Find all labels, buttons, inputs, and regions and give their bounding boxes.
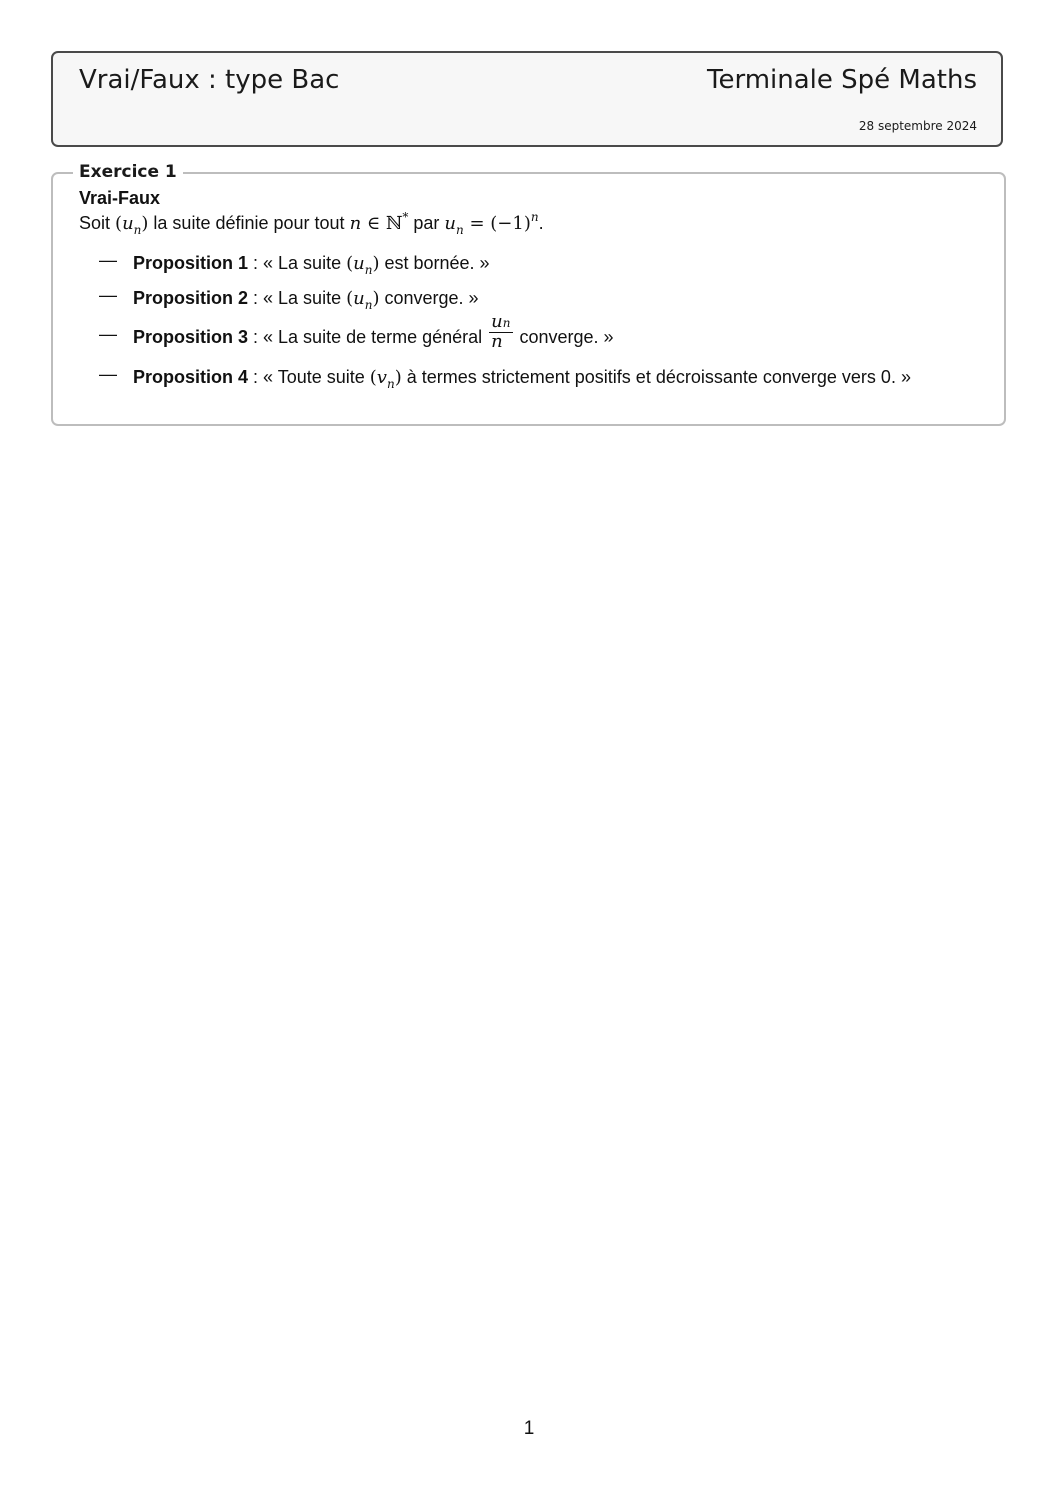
intro-period: . [538,213,544,233]
intro-text-1: la suite définie pour tout [148,213,350,233]
intro-set-star: * [402,210,409,224]
exercise-intro [79,210,544,237]
intro-def-equals: = (−1) [463,213,531,234]
list-dash: — [99,364,117,384]
fraction-denominator: n [491,330,503,352]
proposition-seq-sub: n [364,298,373,312]
intro-par: par [408,213,445,233]
intro-seq-u: u [122,213,134,234]
proposition-text-before: : « La suite de terme général [248,327,488,347]
proposition-label: Proposition 1 [133,253,249,273]
intro-def-exponent: n [530,210,539,224]
course-level: Terminale Spé Maths [707,65,977,95]
list-dash: — [99,324,117,344]
document-title: Vrai/Faux : type Bac [79,65,340,95]
proposition-label: Proposition 2 [133,288,249,308]
proposition-label: Proposition 3 [133,327,249,347]
proposition-text-before: : « Toute suite [248,367,370,387]
intro-def-sub: n [456,223,464,237]
proposition-seq: u [353,288,365,309]
intro-var-n: n [349,213,362,234]
proposition-text-after: à termes strictement positifs et décroissante converge vers 0. » [401,367,911,387]
fraction-numerator: u [491,310,503,332]
proposition-text-before: : « La suite [248,253,347,273]
list-dash: — [99,285,117,305]
intro-paren-close: ) [141,213,149,234]
proposition-label: Proposition 4 [133,367,249,387]
page-number: 1 [523,1418,535,1439]
list-dash: — [99,250,117,270]
proposition-3 [99,310,982,352]
proposition-seq: u [353,253,365,274]
exercise-label: Exercice 1 [73,162,183,182]
proposition-text-after: converge. » [514,327,614,347]
intro-seq-sub: n [133,223,142,237]
document-date: 28 septembre 2024 [858,119,977,133]
proposition-seq-sub: n [386,377,395,391]
intro-def-u: u [444,213,457,234]
document-header [51,51,1003,147]
proposition-2: — Proposition 2 : « La suite $(u_n)$ converge. » [99,285,479,312]
fraction [489,312,512,351]
intro-paren-open: ( [115,213,123,234]
exercise-box [51,162,1006,426]
fraction-numerator-sub: n [502,315,511,330]
proposition-4: — Proposition 4 : « Toute suite $(v_n)$ à termes strictement positifs et décroissante converge vers 0. » [99,364,911,391]
intro-soit: Soit [79,213,116,233]
exercise-subtitle: Vrai-Faux [79,188,161,208]
intro-set: ∈ ℕ [361,213,403,234]
proposition-text-after: converge. » [379,288,479,308]
proposition-seq-sub: n [364,263,373,277]
proposition-1: — Proposition 1 : « La suite $(u_n)$ est bornée. » [99,250,490,277]
proposition-text-after: est bornée. » [379,253,490,273]
proposition-text-before: : « La suite [248,288,347,308]
proposition-seq: v [376,367,387,388]
